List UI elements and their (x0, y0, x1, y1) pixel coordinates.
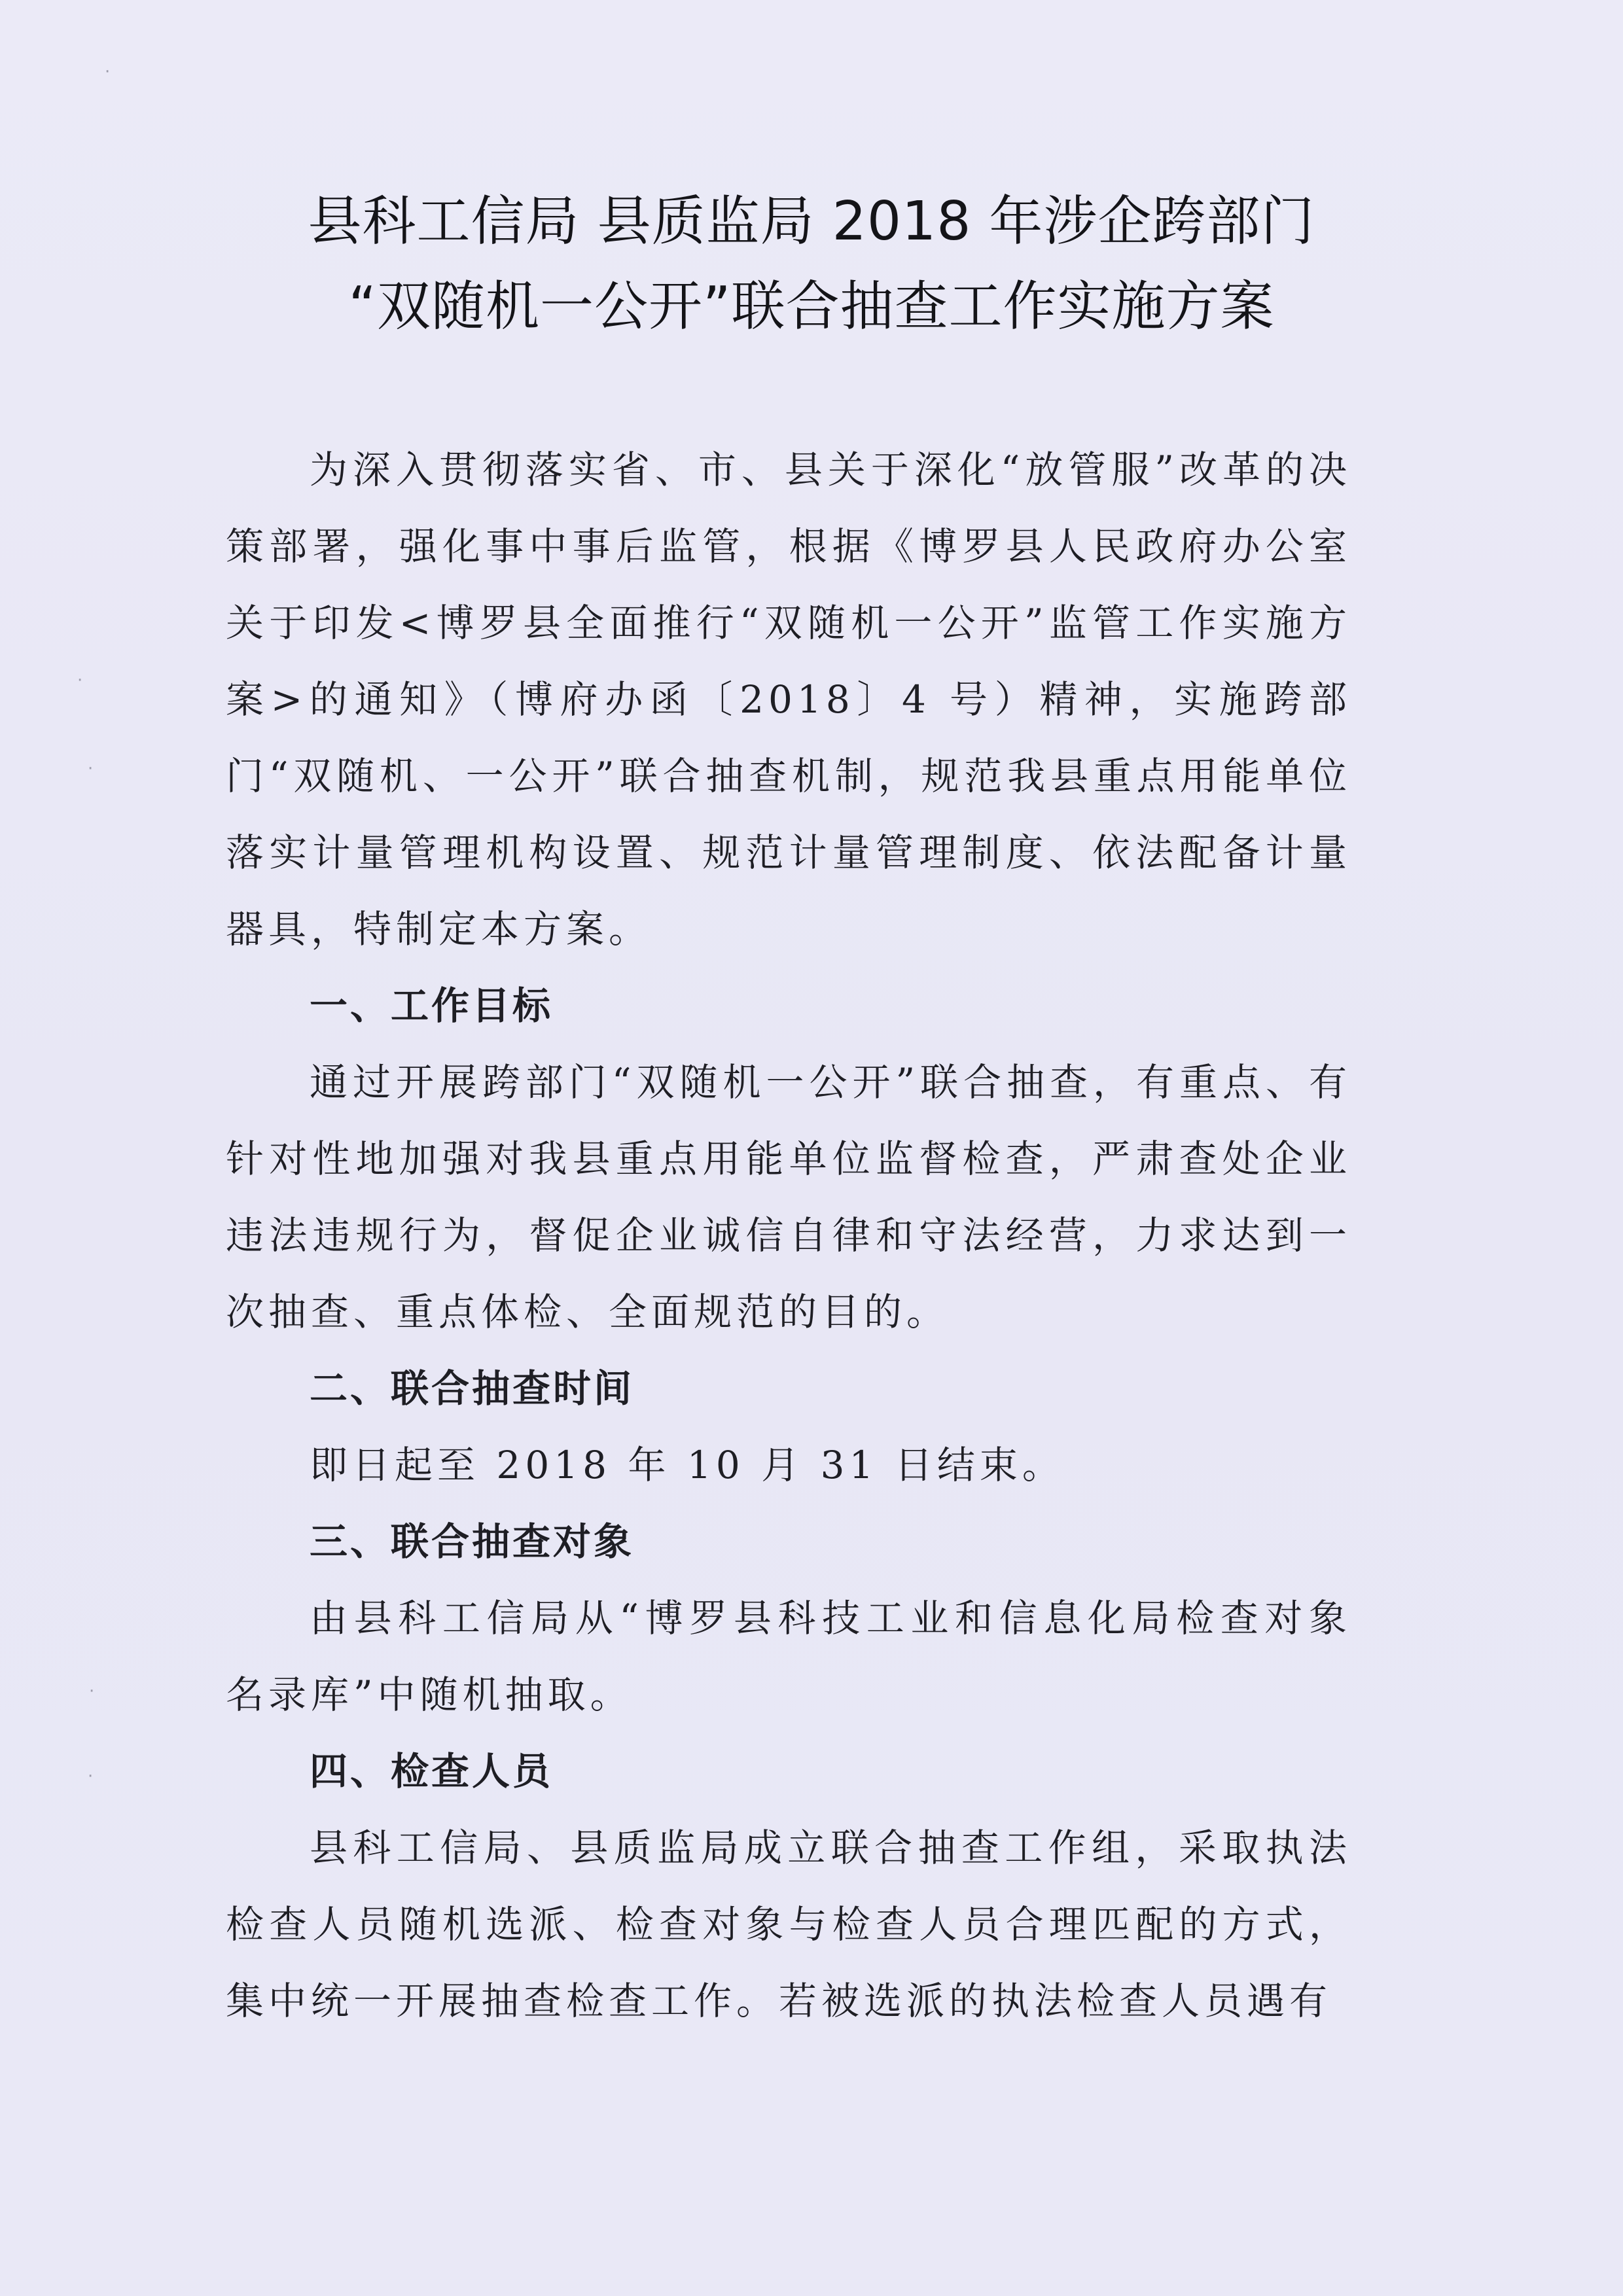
section-text-goal: 通过开展跨部门“双随机一公开”联合抽查，有重点、有针对性地加强对我县重点用能单位监督检查，严肃查处企业违法违规行为，督促企业诚信自律和守法经营，力求达到一次抽查、重点体检、全面规范的目的。 (226, 1060, 1351, 1334)
section-heading-goal: 一、工作目标 (310, 983, 554, 1028)
section-heading-target: 三、联合抽查对象 (310, 1519, 635, 1564)
scan-speck: · (88, 1767, 94, 1786)
section-text-staff: 县科工信局、县质监局成立联合抽查工作组，采取执法检查人员随机选派、检查对象与检查人员合理匹配的方式，集中统一开展抽查检查工作。若被选派的执法检查人员遇有 (226, 1826, 1351, 2023)
scan-speck: · (77, 671, 83, 690)
scan-speck: · (105, 62, 111, 82)
scan-speck: · (89, 1682, 95, 1701)
scan-speck: · (88, 759, 94, 779)
document-body (226, 432, 1351, 2040)
section-text-time: 即日起至 2018 年 10 月 31 日结束。 (310, 1443, 1065, 1487)
document-title-line1: 县科工信局 县质监局 2018 年涉企跨部门 (308, 190, 1315, 253)
document-title-line2: “双随机一公开”联合抽查工作实施方案 (348, 275, 1275, 338)
section-heading-time: 二、联合抽查时间 (310, 1366, 635, 1411)
section-heading-staff: 四、检查人员 (310, 1749, 554, 1793)
intro-paragraph: 为深入贯彻落实省、市、县关于深化“放管服”改革的决策部署，强化事中事后监管，根据《博罗县人民政府办公室关于印发<博罗县全面推行“双随机一公开”监管工作实施方案>的通知》（博府办函〔2018〕4 号）精神，实施跨部门“双随机、一公开”联合抽查机制，规范我县重点用能单位落实计量管理机构设置、规范计量管理制度、依法配备计量器具，特制定本方案。 (226, 448, 1351, 951)
section-text-target: 由县科工信局从“博罗县科技工业和信息化局检查对象名录库”中随机抽取。 (226, 1596, 1351, 1717)
